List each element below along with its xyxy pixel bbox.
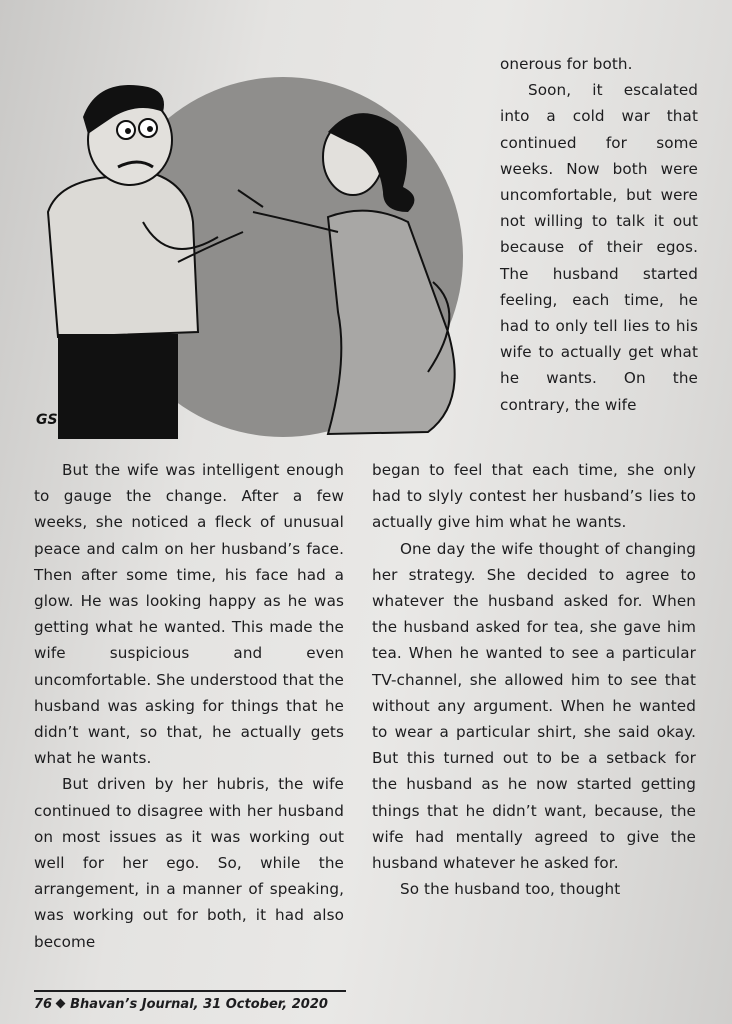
paragraph: began to feel that each time, she only had to slyly contest her husband’s lies to actually give him what he wants. [372, 461, 696, 532]
page-number: 76 [34, 997, 53, 1012]
right-column-bottom-text [372, 457, 696, 902]
left-column-text [34, 457, 344, 955]
paragraph: One day the wife thought of changing her strategy. She decided to agree to whatever the husband asked for. When the husband asked for tea, she gave him tea. When he wanted to see a particular TV-channel, she allowed him to see that without any argument. When he wanted to wear a particular shirt, she said okay. But this turned out to be a setback for the husband as he now started getting things that he didn’t want, because, the wife had mentally agreed to give the husband whatever he asked for. [372, 539, 696, 873]
cartoon-illustration [28, 72, 498, 444]
page-footer [34, 997, 328, 1012]
right-column-top-text [500, 51, 698, 418]
paragraph: But driven by her hubris, the wife continued to disagree with her husband on most issues as it was working out well for her ego. So, while the arrangement, in a manner of speaking, was working out for both, it had also become [34, 775, 344, 951]
paragraph: But the wife was intelligent enough to gauge the change. After a few weeks, she noticed a fleck of unusual peace and calm on her husband’s face. Then after some time, his face had a glow. He was looking happy as he was getting what he wanted. This made the wife suspicious and even uncomfortable. She understood that the husband was asking for things that he didn’t want, so that, he actually gets what he wants. [34, 461, 344, 768]
footer-rule [34, 990, 346, 992]
paragraph: Soon, it escalated into a cold war that continued for some weeks. Now both were uncomfortable, but were not willing to talk it out because of their egos. The husband started feeling, each time, he had to only tell lies to his wife to actually get what he wants. On the contrary, the wife [500, 81, 698, 414]
diamond-icon [56, 999, 66, 1009]
paragraph: onerous for both. [500, 55, 633, 73]
artist-signature: GS [36, 412, 58, 428]
paragraph: So the husband too, thought [400, 880, 621, 899]
journal-name: Bhavan’s Journal, 31 October, 2020 [70, 997, 328, 1012]
